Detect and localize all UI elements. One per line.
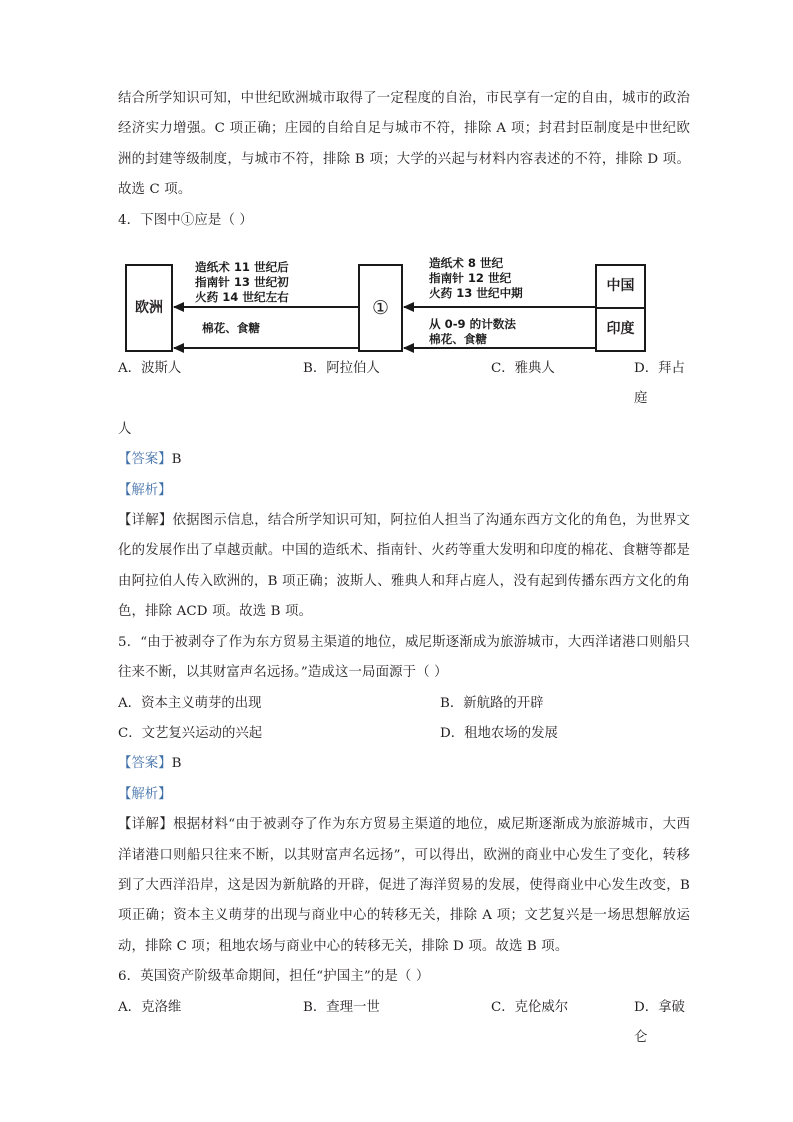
option-text: 克伦威尔	[514, 999, 569, 1015]
option-text: 查理一世	[326, 999, 380, 1015]
option-text: 新航路的开辟	[463, 695, 544, 711]
question-4-option-b[interactable]	[303, 354, 491, 415]
diagram-label-line: 棉花、食糖	[429, 332, 487, 347]
option-key: B．	[303, 361, 327, 377]
option-key: B．	[303, 999, 327, 1015]
question-5-option-c[interactable]	[118, 719, 440, 749]
option-key: D．	[634, 999, 659, 1015]
diagram-box-unknown	[358, 264, 403, 352]
diagram-label-line: 指南针 13 世纪初	[195, 275, 289, 290]
continued-explanation-paragraph: 结合所学知识可知，中世纪欧洲城市取得了一定程度的自治，市民享有一定的自由，城市的政治经济实力增强。C 项正确；庄园的自给自足与城市不符，排除 A 项；封君封臣制度是中世纪欧洲的封建等级制度，与城市不符，排除 B 项；大学的兴起与材料内容表述的不符，排除 D 项。故选 C 项。	[118, 91, 690, 198]
diagram-label-line: 造纸术 8 世纪	[429, 256, 504, 271]
option-text: 波斯人	[141, 361, 182, 377]
diagram-label-left-lower	[202, 321, 260, 336]
question-4-option-a[interactable]	[118, 354, 303, 415]
detail-label: 【详解】	[118, 817, 174, 833]
option-text: 拿破仑	[634, 999, 685, 1045]
option-key: D．	[440, 725, 465, 741]
option-text: 租地农场的发展	[464, 725, 558, 741]
option-text: 克洛维	[141, 999, 182, 1015]
option-key: C．	[491, 361, 515, 377]
question-4-detail	[118, 506, 690, 628]
option-text: 雅典人	[514, 361, 555, 377]
option-text: 资本主义萌芽的出现	[141, 695, 262, 711]
diagram-box-unknown-label: ①	[371, 297, 390, 320]
question-5-answer	[118, 749, 690, 779]
diagram-label-right-lower	[429, 317, 516, 347]
question-5-stem: 5．“由于被剥夺了作为东方贸易主渠道的地位，威尼斯逐渐成为旅游城市，大西洋诸港口则船只往来不断，以其财富声名远扬。”造成这一局面源于（ ）	[118, 634, 690, 681]
analysis-label: 【解析】	[118, 786, 172, 802]
question-4-option-c[interactable]	[491, 354, 634, 415]
question-6-stem: 6．英国资产阶级革命期间，担任“护国主”的是（ ）	[118, 969, 430, 985]
question-4-options	[118, 354, 690, 415]
option-key: A．	[118, 695, 142, 711]
option-key: C．	[118, 725, 142, 741]
option-text: 阿拉伯人	[326, 361, 380, 377]
question-4-analysis-label-line	[118, 476, 690, 506]
diagram-label-line: 指南针 12 世纪	[429, 271, 512, 286]
answer-label: 【答案】	[118, 756, 172, 772]
question-5-option-d[interactable]	[440, 719, 690, 749]
diagram-box-europe-label: 欧洲	[135, 299, 163, 316]
option-key: A．	[118, 999, 142, 1015]
detail-label: 【详解】	[118, 513, 173, 529]
question-5-options-row-2	[118, 719, 690, 749]
option-key: D．	[634, 361, 659, 377]
diagram-box-india-label: 印度	[606, 321, 635, 338]
analysis-label: 【解析】	[118, 482, 172, 498]
question-5-detail	[118, 810, 690, 962]
question-4-option-d-wrap: 人	[118, 421, 132, 437]
diagram-label-left-upper	[195, 260, 289, 306]
option-text: 拜占庭	[634, 361, 685, 407]
diagram-box-europe	[125, 264, 173, 352]
detail-text: 依据图示信息，结合所学知识可知，阿拉伯人担当了沟通东西方文化的角色，为世界文化的发展作出了卓越贡献。中国的造纸术、指南针、火药等重大发明和印度的棉花、食糖等都是由阿拉伯人传入欧洲的，B 项正确；波斯人、雅典人和拜占庭人，没有起到传播东西方文化的角色，排除 ACD 项。故选 B 项。	[118, 513, 690, 620]
diagram-label-right-upper	[429, 256, 523, 302]
diagram-box-china-label: 中国	[606, 278, 635, 295]
diagram-label-line: 造纸术 11 世纪后	[195, 260, 289, 275]
diagram-label-line: 火药 14 世纪左右	[195, 290, 289, 305]
question-6-option-d[interactable]	[634, 993, 690, 1054]
question-4-diagram	[118, 242, 690, 350]
diagram-box-china	[597, 266, 644, 309]
option-key: C．	[491, 999, 515, 1015]
answer-value: B	[171, 452, 182, 468]
answer-label: 【答案】	[118, 452, 172, 468]
arrow-to-europe-lower	[174, 347, 358, 349]
diagram-label-line: 从 0-9 的计数法	[429, 317, 516, 332]
option-key: A．	[118, 361, 142, 377]
question-5-options-row-1	[118, 689, 690, 719]
diagram-label-line: 火药 13 世纪中期	[429, 286, 523, 301]
question-6-option-c[interactable]	[491, 993, 634, 1054]
diagram-box-china-india	[595, 264, 646, 352]
option-text: 文艺复兴运动的兴起	[141, 725, 263, 741]
diagram-box-india	[597, 309, 644, 350]
question-4-answer	[118, 445, 690, 475]
diagram-label-line: 棉花、食糖	[202, 321, 260, 336]
arrow-to-middle-upper	[404, 306, 595, 308]
question-6-option-b[interactable]	[303, 993, 491, 1054]
detail-text: 根据材料“由于被剥夺了作为东方贸易主渠道的地位，威尼斯逐渐成为旅游城市，大西洋诸港口则船只往来不断，以其财富声名远扬”，可以得出，欧洲的商业中心发生了变化，转移到了大西洋沿岸，这是因为新航路的开辟，促进了海洋贸易的发展，使得商业中心发生改变，B 项正确；资本主义萌芽的出现与商业中心的转移无关，排除 A 项；文艺复兴是一场思想解放运动，排除 C 项；租地农场与商业中心的转移无关，排除 D 项。故选 B 项。	[118, 817, 690, 954]
question-4-stem: 4．下图中①应是（ ）	[118, 212, 253, 228]
question-5-option-b[interactable]	[440, 689, 690, 719]
question-4-option-d[interactable]	[634, 354, 690, 415]
question-6-options	[118, 993, 690, 1054]
arrow-to-europe-upper	[174, 306, 358, 308]
question-5-option-a[interactable]	[118, 689, 440, 719]
answer-value: B	[171, 756, 182, 772]
question-5-analysis-label-line	[118, 780, 690, 810]
option-key: B．	[440, 695, 464, 711]
question-6-option-a[interactable]	[118, 993, 303, 1054]
